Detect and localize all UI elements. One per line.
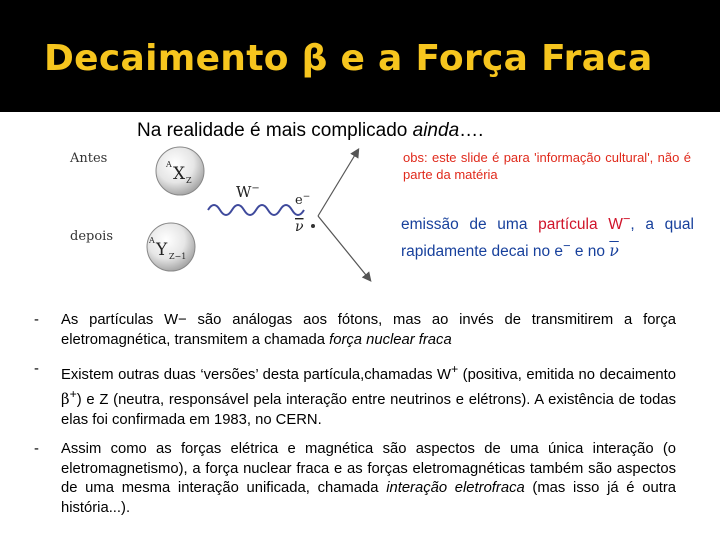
subtitle-text: Na realidade é mais complicado [137, 120, 413, 141]
w-boson-wave [208, 205, 304, 215]
bullet-item: - As partículas W− são análogas aos fótons, mas ao invés de transmitirem a força eletromagnética, transmitem a chamada força nuclear fraca [34, 312, 676, 348]
emission-antineutrino: $\overline{\nu}$ [609, 242, 619, 261]
subtitle-italic: ainda [412, 120, 460, 141]
svg-text:Y: Y [156, 240, 168, 260]
nucleus-after [147, 223, 195, 271]
svg-text:Z: Z [186, 176, 192, 185]
antineutrino-track [318, 216, 370, 280]
svg-text:A: A [166, 160, 172, 169]
emission-note [401, 208, 694, 262]
label-antes: Antes [70, 151, 108, 166]
svg-text:ν: ν [295, 219, 304, 235]
svg-text:X: X [173, 164, 186, 184]
title-bar [0, 0, 720, 112]
svg-text:A: A [149, 236, 155, 245]
bullet-item: - Assim como as forças elétrica e magnética são aspectos de uma única interação (o eletromagnetismo), a força nuclear fraca e as forças eletromagnéticas também são aspectos de uma mesma interação unificada, chamada interação eletrofraca (mas isso já é outra história...). [34, 441, 676, 516]
emission-text-1: emissão de uma [401, 216, 539, 234]
subtitle-ellipsis: …. [459, 120, 484, 141]
slide-subtitle [137, 120, 483, 142]
emission-text-2: , a qual rapidamente decai no e [401, 216, 694, 261]
label-depois: depois [70, 229, 113, 244]
emission-text-3: e no [570, 243, 610, 261]
emission-highlight: partícula W− [538, 211, 631, 234]
emission-electron-sup: − [563, 238, 571, 254]
obs-note: obs: este slide é para 'informação cultural', não é parte da matéria [403, 150, 691, 182]
bullet-item: - Existem outras duas ‘versões’ desta partícula,chamadas W+ (positiva, emitida no decaimento β+) e Z (neutra, responsável pela interação entre neutrinos e elétrons). A existência de todas elas foi confirmada em 1983, no CERN. [34, 361, 676, 428]
beta-decay-diagram [60, 140, 400, 300]
svg-text:Z−1: Z−1 [169, 252, 187, 261]
slide-title: Decaimento β e a Força Fraca [44, 38, 653, 79]
svg-text:e−: e− [295, 192, 311, 208]
bullet-list [34, 311, 676, 528]
svg-text:W−: W− [236, 183, 260, 201]
electron-track [318, 150, 358, 216]
